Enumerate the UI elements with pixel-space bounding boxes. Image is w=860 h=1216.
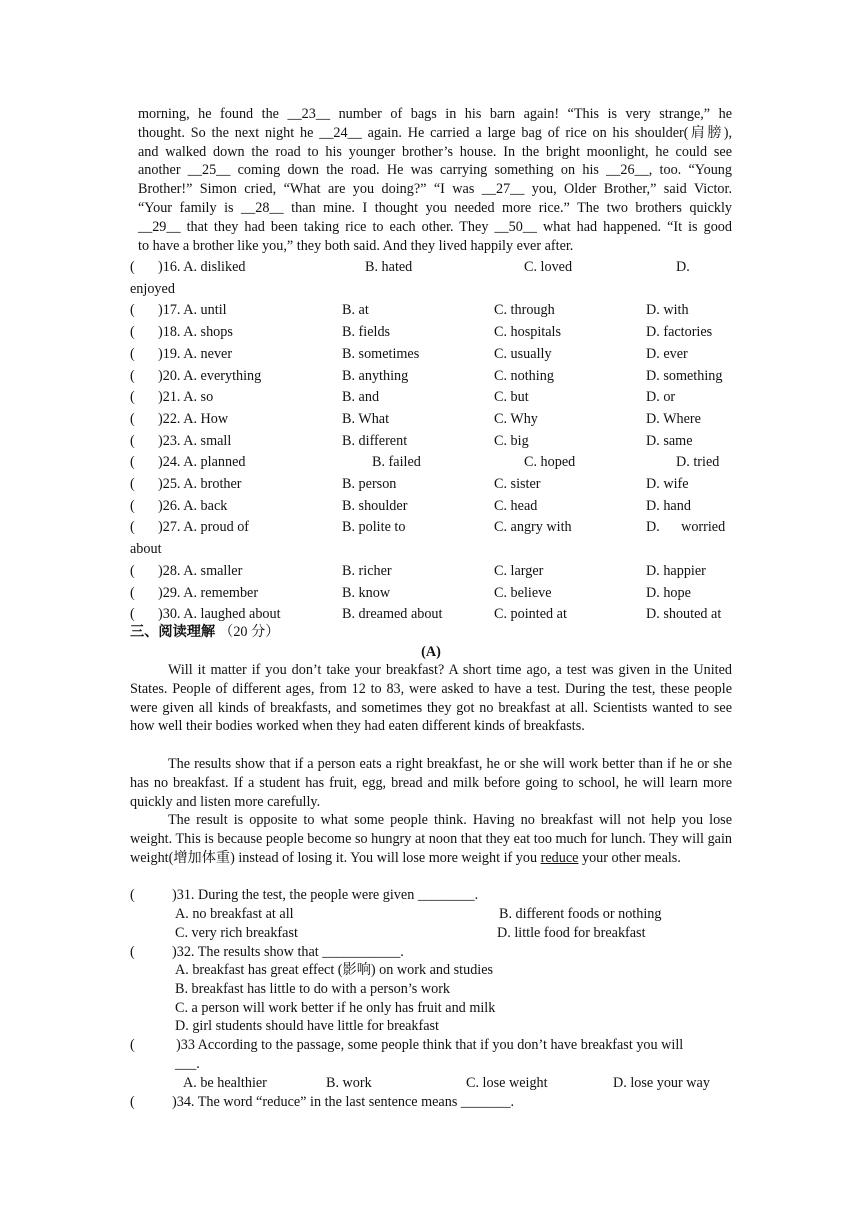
option-c: C. very rich breakfast — [175, 925, 298, 941]
answer-paren[interactable]: ( — [130, 454, 135, 470]
passage-line: to have a brother like you,” they both said. And they lived happily ever after. — [138, 237, 574, 254]
question-option-a: )22. A. How — [158, 411, 229, 427]
option-d: D. tried — [676, 454, 720, 470]
paragraph-text: your other meals. — [578, 849, 681, 866]
reading-paragraph — [130, 811, 732, 867]
answer-paren[interactable]: ( — [130, 259, 135, 275]
answer-paren[interactable]: ( — [130, 944, 135, 960]
question-option-a: )16. A. disliked — [158, 259, 246, 275]
question-stem-row — [130, 1093, 515, 1112]
option-a: A. be healthier — [183, 1075, 267, 1091]
option-b: B. shoulder — [342, 498, 408, 514]
question-stem-row — [130, 1036, 732, 1055]
option-b: B. know — [342, 585, 391, 601]
question-stem-row — [130, 943, 404, 962]
option-b: B. and — [342, 389, 380, 405]
option-c: C. lose weight — [466, 1075, 548, 1091]
option-b: B. person — [342, 476, 397, 492]
question-option-a: )17. A. until — [158, 302, 227, 318]
answer-paren[interactable]: ( — [130, 1094, 135, 1110]
question-option-a: )21. A. so — [158, 389, 214, 405]
question-row — [130, 344, 732, 364]
passage-line: “Your family is __28__ than mine. I thought you needed more rice.” The two brothers quickly — [138, 199, 732, 216]
option-d-wrap: enjoyed — [130, 281, 175, 297]
question-row — [130, 322, 732, 342]
answer-paren[interactable]: ( — [130, 302, 135, 318]
answer-paren[interactable]: ( — [130, 563, 135, 579]
passage-line: another __25__ coming down the road. He was carrying something on his __26__, too. “Young — [138, 162, 732, 179]
question-option-a: )25. A. brother — [158, 476, 242, 492]
option-c: C. but — [494, 389, 529, 405]
answer-paren[interactable]: ( — [130, 433, 135, 449]
question-option-a: )19. A. never — [158, 346, 233, 362]
question-option-a: )24. A. planned — [158, 454, 246, 470]
passage-line: thought. So the next night he __24__ again. He carried a large bag of rice on his shoulder(肩膀), — [138, 124, 732, 141]
answer-paren[interactable]: ( — [130, 519, 135, 535]
option-d: D. hand — [646, 498, 691, 514]
reading-paragraph: The results show that if a person eats a right breakfast, he or she will work better than if he or she has no breakfast. If a student has fruit, egg, bread and milk before going to school, he will learn more quickly and listen more carefully. — [130, 756, 732, 810]
question-stem-wrap: ___. — [175, 1056, 200, 1072]
option-d: D. happier — [646, 563, 706, 579]
option-c: C. pointed at — [494, 606, 567, 622]
option-b: B. sometimes — [342, 346, 420, 362]
option-b: B. different — [342, 433, 408, 449]
option-d: D. same — [646, 433, 693, 449]
option-d: D. factories — [646, 324, 713, 340]
question-option-a: )23. A. small — [158, 433, 232, 449]
option-c: C. usually — [494, 346, 552, 362]
question-option-a: )27. A. proud of — [158, 519, 250, 535]
option-d: D. with — [646, 302, 689, 318]
underlined-word: reduce — [540, 849, 579, 866]
option-c: C. nothing — [494, 368, 554, 384]
question-stem: )31. During the test, the people were given ________. — [172, 887, 479, 903]
question-option-a: )30. A. laughed about — [158, 606, 281, 622]
option-d: D. hope — [646, 585, 691, 601]
answer-paren[interactable]: ( — [130, 476, 135, 492]
option-a: A. no breakfast at all — [175, 906, 294, 922]
option-d: D. Where — [646, 411, 701, 427]
option-d: D. ever — [646, 346, 688, 362]
question-row — [130, 300, 732, 320]
question-wrap-line — [130, 279, 732, 299]
option-c: C. sister — [494, 476, 541, 492]
answer-paren[interactable]: ( — [130, 411, 135, 427]
question-row — [130, 561, 732, 581]
section-title: 三、阅读理解 — [130, 624, 216, 640]
question-option-a: )18. A. shops — [158, 324, 233, 340]
option-b: B. richer — [342, 563, 392, 579]
question-row — [130, 366, 732, 386]
question-row — [130, 452, 732, 472]
option-c: C. loved — [524, 259, 573, 275]
question-wrap-line — [130, 539, 732, 559]
option-b: B. different foods or nothing — [499, 906, 662, 922]
option-b: B. breakfast has little to do with a person’s work — [175, 981, 451, 997]
question-stem: )33 According to the passage, some people think that if you don’t have breakfast you will — [176, 1037, 684, 1053]
option-c: C. hospitals — [494, 324, 562, 340]
answer-paren[interactable]: ( — [130, 606, 135, 622]
question-row — [130, 583, 732, 603]
section-score: （20 分） — [219, 624, 280, 640]
passage-line: __29__ that they had been taking rice to each other. They __50__ what had happened. “It is good — [138, 218, 732, 235]
option-b: B. failed — [372, 454, 421, 470]
question-row — [130, 257, 732, 277]
option-c: C. believe — [494, 585, 552, 601]
option-c: C. a person will work better if he only has fruit and milk — [175, 1000, 496, 1016]
question-stem-row — [130, 886, 479, 905]
passage-line: morning, he found the __23__ number of bags in his barn again! “This is very strange,” he — [138, 106, 732, 122]
question-row — [130, 409, 732, 429]
option-b: B. work — [326, 1075, 372, 1091]
passage-line: and walked down the road to his younger brother’s house. In the bright moonlight, he could see — [138, 143, 732, 160]
option-b: B. polite to — [342, 519, 406, 535]
option-c: C. head — [494, 498, 538, 514]
option-b: B. What — [342, 411, 390, 427]
option-d: D. wife — [646, 476, 689, 492]
question-row — [130, 604, 732, 624]
option-c: C. angry with — [494, 519, 572, 535]
option-c: C. Why — [494, 411, 538, 427]
option-d: D. little food for breakfast — [497, 925, 646, 941]
question-row — [130, 496, 732, 516]
passage-line: Brother!” Simon cried, “What are you doing?” “I was __27__ you, Older Brother,” said Victor. — [138, 181, 732, 198]
option-a: A. breakfast has great effect (影响) on work and studies — [175, 962, 494, 978]
answer-paren[interactable]: ( — [130, 346, 135, 362]
reading-paragraph: Will it matter if you don’t take your breakfast? A short time ago, a test was given in the United States. People of different ages, from 12 to 83, were asked to have a test. During the test, these people were given all kinds of breakfasts, and sometimes they got no breakfast at all. Scientists wanted to see how well their bodies worked when they had eaten different kinds of breakfasts. — [130, 662, 732, 735]
answer-paren[interactable]: ( — [130, 368, 135, 384]
option-b: B. fields — [342, 324, 391, 340]
option-b: B. anything — [342, 368, 409, 384]
option-d: D. worried — [646, 519, 726, 535]
question-row — [130, 517, 732, 537]
option-d-wrap: about — [130, 541, 162, 557]
option-d: D. shouted at — [646, 606, 722, 622]
question-row — [130, 474, 732, 494]
answer-paren[interactable]: ( — [130, 585, 135, 601]
option-b: B. at — [342, 302, 369, 318]
question-row — [130, 431, 732, 451]
question-option-a: )28. A. smaller — [158, 563, 243, 579]
answer-paren[interactable]: ( — [130, 389, 135, 405]
option-c: C. through — [494, 302, 555, 318]
option-d: D. something — [646, 368, 723, 384]
question-row — [130, 387, 732, 407]
question-option-a: )26. A. back — [158, 498, 228, 514]
option-d: D. girl students should have little for breakfast — [175, 1018, 439, 1034]
option-c: C. larger — [494, 563, 544, 579]
answer-paren[interactable]: ( — [130, 887, 135, 903]
question-stem: )32. The results show that ___________. — [172, 944, 404, 960]
section-heading — [130, 622, 279, 642]
answer-paren[interactable]: ( — [130, 1037, 135, 1053]
option-d: D. or — [646, 389, 676, 405]
question-option-a: )29. A. remember — [158, 585, 259, 601]
option-b: B. hated — [365, 259, 413, 275]
cloze-passage — [138, 105, 732, 255]
question-option-a: )20. A. everything — [158, 368, 262, 384]
paragraph-text: The result is opposite to what some people think. Having no breakfast will not help you lose weight. This is because people become so hungry at noon that they eat too much for lunch. They will gain weight(增加体重) instead of losing it. You will lose more weight if you — [130, 812, 732, 866]
option-b: B. dreamed about — [342, 606, 443, 622]
option-d: D. lose your way — [613, 1075, 710, 1091]
answer-paren[interactable]: ( — [130, 324, 135, 340]
option-c: C. big — [494, 433, 529, 449]
passage-label: (A) — [421, 644, 441, 660]
answer-paren[interactable]: ( — [130, 498, 135, 514]
option-d: D. — [676, 259, 690, 275]
question-stem: )34. The word “reduce” in the last sentence means _______. — [172, 1094, 515, 1110]
option-c: C. hoped — [524, 454, 576, 470]
